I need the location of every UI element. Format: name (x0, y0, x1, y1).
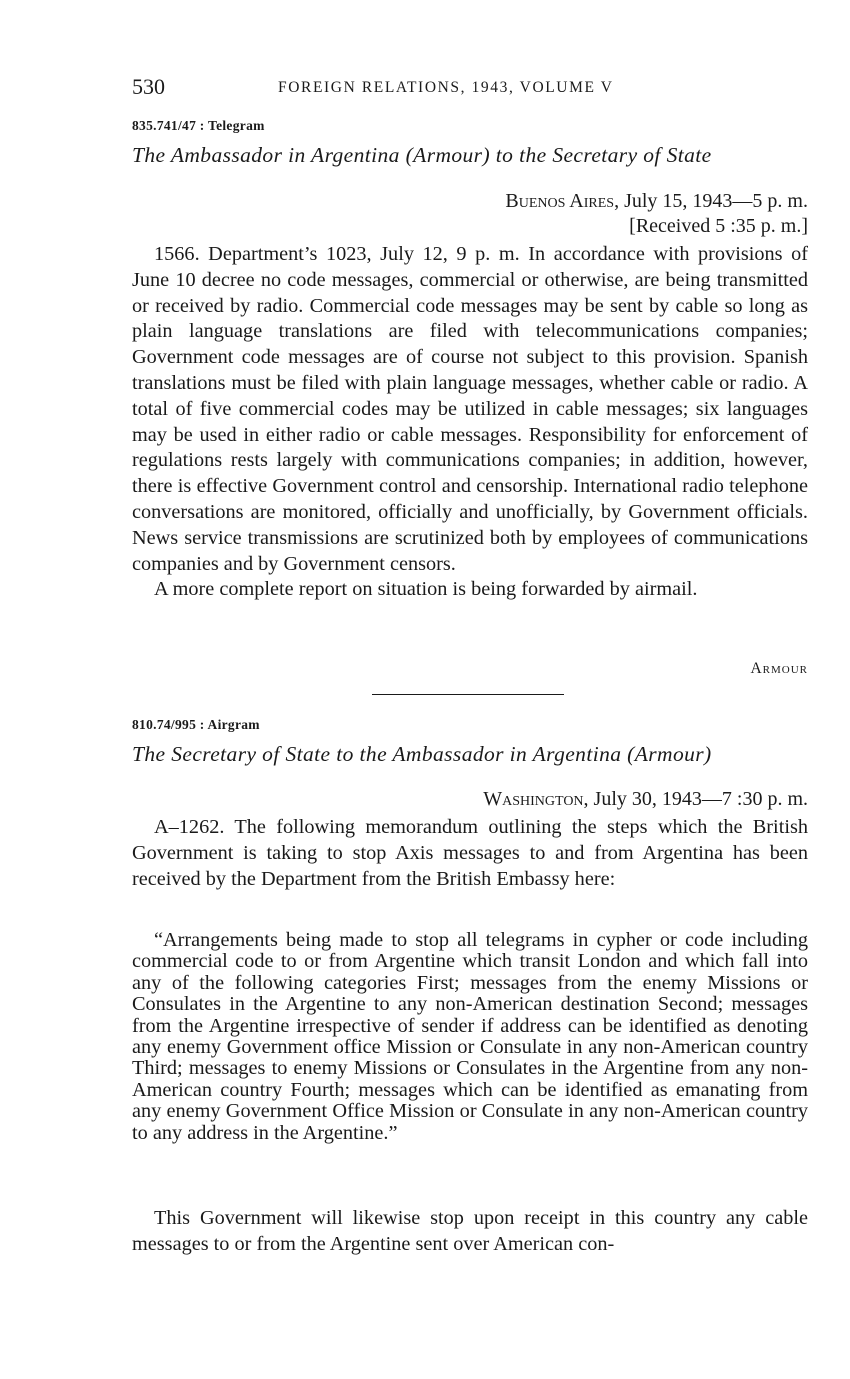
page-number: 530 (132, 74, 165, 99)
paragraph: A more complete report on situation is being forwarded by airmail. (154, 578, 698, 601)
paragraph: A–1262. The following memorandum outlining the steps which the British Government is taking to stop Axis messages to and from Argentina has been received by the Department from the British Embassy here: (132, 816, 808, 890)
paragraph: 1566. Department’s 1023, July 12, 9 p. m. In accordance with provisions of June 10 decree no code messages, commercial or otherwise, are being transmitted or received by radio. Commercial code messages may be sent by cable so long as plain language translations are filed with telecommunications companies; Government code messages are of course not subject to this provision. Spanish translations must be filed with plain language messages, whether cable or radio. A total of five commercial codes may be utilized in cable messages; six languages may be used in either radio or cable messages. Responsibility for enforcement of regulations rests largely with communications companies; in addition, however, there is effective Government control and censorship. International radio telephone conversations are monitored, officially and unofficially, by Government officials. News service transmissions are scrutinized both by employees of communications companies and by Government censors. (132, 243, 808, 575)
dateline-date: July 30, 1943—7 :30 p. m. (588, 788, 808, 810)
signature: Armour (750, 660, 808, 677)
received-line: [Received 5 :35 p. m.] (629, 215, 808, 237)
paragraph: “Arrangements being made to stop all telegrams in cypher or code including commercial code to or from Argentine which transit London and which fall into any of the following categories First; messages from the enemy Missions or Consulates in the Argentine to any non-American destination Second; messages from the Argentine irrespective of sender if address can be identified as denoting any enemy Government office Mission or Consulate in any non-American country Third; messages to enemy Missions or Consulates in the Argentine from any non-American country Fourth; messages which can be identified as emanating from any enemy Government Office Mission or Consulate in any non-American country to any address in the Argentine.” (132, 929, 808, 1144)
document-title-2: The Secretary of State to the Ambassador in Argentina (Armour) (132, 742, 712, 766)
airgram-intro (132, 815, 808, 892)
running-title: FOREIGN RELATIONS, 1943, VOLUME V (278, 79, 614, 96)
page-header (132, 74, 808, 102)
airgram-closing (132, 1206, 808, 1258)
document-title-1: The Ambassador in Argentina (Armour) to the Secretary of State (132, 143, 712, 167)
dateline-1 (505, 190, 808, 213)
file-id-835-741: 835.741/47 : Telegram (132, 118, 265, 133)
telegram-body (132, 242, 808, 603)
dateline-place: Washington, (483, 788, 589, 810)
dateline-date: July 15, 1943—5 p. m. (619, 190, 808, 212)
paragraph: This Government will likewise stop upon receipt in this country any cable messages to or from the Argentine sent over American con- (132, 1207, 808, 1255)
section-divider (372, 694, 564, 695)
dateline-2 (483, 788, 808, 811)
dateline-place: Buenos Aires, (505, 190, 620, 212)
file-id-810-74: 810.74/995 : Airgram (132, 717, 260, 732)
quoted-memorandum (132, 930, 808, 1144)
